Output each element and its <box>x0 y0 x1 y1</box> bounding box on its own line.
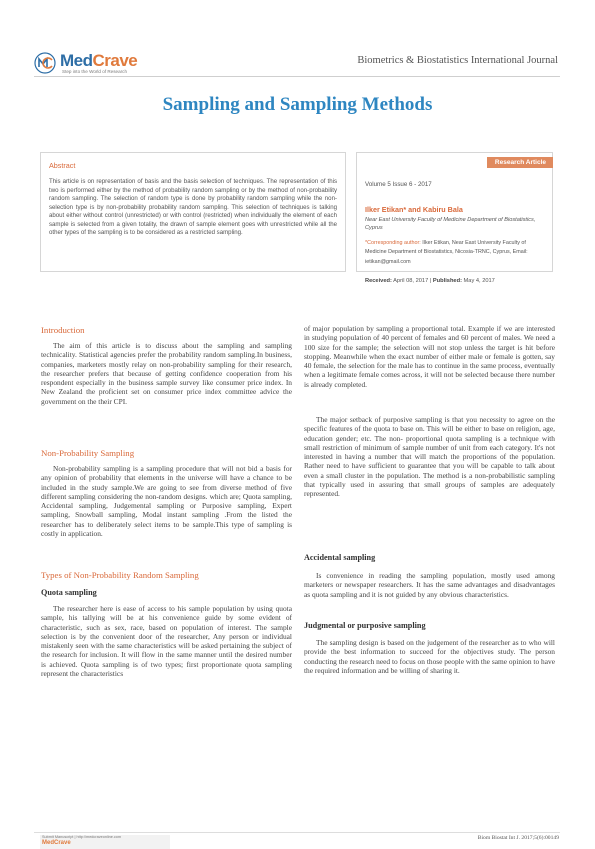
published-date: May 4, 2017 <box>461 278 495 284</box>
abstract-text: This article is on representation of basis and the basis selection of techniques. The representation of this two is performed either by the method of probability random sampling or by the method of non-probability random sampling. The selection of random type is done by probability random sampling while the non-selection type is by non-probability probability random sampling. This selection of techniques is talking about either without control (unrestricted) or with control (restricted) when individually the element of each sample is selected from a given totality, the drawn of sample element goes with unrestricted while all the other types of the sampling is to be considered as a restricted sampling. <box>49 178 337 237</box>
article-info-box <box>356 152 553 284</box>
introduction-text <box>41 341 292 406</box>
quota-continued-text <box>304 324 555 389</box>
quota-sampling-text <box>41 604 292 678</box>
brand-tagline: Step into the World of Research <box>62 69 128 74</box>
section-heading-non-probability: Non-Probability Sampling <box>41 448 135 458</box>
footer-submit-banner[interactable] <box>40 835 170 849</box>
article-title: Sampling and Sampling Methods <box>162 94 433 115</box>
subheading-quota-sampling: Quota sampling <box>41 588 97 597</box>
paragraph: Non-probability sampling is a sampling procedure that will not bid a basis for any opinion of probability that elements in the universe will have a chance to be included in the study sample.We are going to see from diverse method of five different sampling considering the non-random designs. which are; Quota sampling, Accidental sampling, Judgemental sampling or Purposive sampling, Expert sampling, Snowball sampling, Modal instant sampling .From the listed the researcher has to deliberately select items to be sample.This type of sampling is costly in application. <box>41 464 292 539</box>
header-divider <box>34 76 560 77</box>
corresponding-text[interactable]: Ilker Etikan, Near East University Faculty of Medicine Department of Biostatistics, Nicosia-TRNC, Cyprus, Email: ietikan@gmail.com <box>365 240 528 265</box>
judgmental-sampling-text <box>304 638 555 675</box>
brand-name: MedCrave <box>60 51 138 70</box>
paragraph: Is convenience in reading the sampling population, mostly used among marketers or newspaper researchers. It has the same advantages and disadvantages as quota sampling and it is not guided by any obvious characteristics. <box>304 571 555 599</box>
medcrave-logo-icon <box>34 52 56 74</box>
subheading-judgmental-sampling: Judgmental or purposive sampling <box>304 621 426 630</box>
paragraph: of major population by sampling a proportional total. Example if we are interested in studying population of 40 percent of females and 60 percent of males. We need a 100 size for the sample; the selection will not stop unless the target is hit before stopping. Meanwhile when the exact number of either male or female is gotten, say 40 female, the selection for the male has to continue in the same process, eventually when a legitimate female comes across, it will not be selected because there number is already completed. <box>304 324 555 389</box>
section-heading-types: Types of Non-Probability Random Sampling <box>41 570 199 580</box>
submit-manuscript-link[interactable]: Submit Manuscript | http://medcraveonline.com <box>42 835 122 839</box>
abstract-box <box>40 152 346 272</box>
published-label: Published: <box>432 278 462 284</box>
paragraph: The researcher here is ease of access to his sample population by using quota sample, his tallying will be at his convenience guide by some evident of characteristic, such as sex, race, based on population of interest. The sample selection is by the convenient door of the researcher, Any person or individual mistakenly seen with the same characteristics will be asked pertaining the subject of the research for inclusion. It will flow in the same manner until the desired number is achieved. Quota sampling is of two types; first proportionate quota sampling represent the characteristics <box>41 604 292 679</box>
authors: Ilker Etikan* and Kabiru Bala <box>365 205 463 214</box>
non-probability-text <box>41 464 292 538</box>
corresponding-label: *Corresponding author: <box>365 240 421 246</box>
journal-name: Biometrics & Biostatistics International Journal <box>357 55 558 66</box>
footer-brand: MedCrave <box>42 840 71 846</box>
date-separator: | <box>428 278 433 284</box>
paragraph: The aim of this article is to discuss about the sampling and sampling technicality. Statistical agencies prefer the probability random sampling.In business, companies, marketers mostly relay on non-probability sampling for their research, the researcher prefers that because of getting confidence cooperation from his respondent especially in the business sample survey like consumer price index. In New Zealand the proficient set on consumer price index committee advice the government on the their CPI. <box>41 341 292 406</box>
accidental-sampling-text <box>304 571 555 599</box>
footer-divider <box>34 832 560 833</box>
received-date: April 08, 2017 <box>391 278 429 284</box>
paragraph: The major setback of purposive sampling is that you necessity to agree on the specific features of the quota to base on. This will be either to base on religion, age, education gender; etc. The non- proportional quota sampling is a technique with small restriction of minimum of sample number of unit from each category. It's not interested in having a number that will match the proportions of the population. Rather need to have sufficient to guarantee that you will be capable to talk about even a small cluster in the population. The method is a non-probabilistic sampling that typically used in assuring that small groups of samples are adequately represented. <box>304 415 555 499</box>
subheading-accidental-sampling: Accidental sampling <box>304 553 376 562</box>
publisher-logo[interactable] <box>34 50 164 78</box>
volume-issue: Volume 5 Issue 6 - 2017 <box>365 181 432 188</box>
section-heading-introduction: Introduction <box>41 325 85 335</box>
abstract-heading: Abstract <box>49 161 76 170</box>
received-label: Received: <box>365 278 392 284</box>
article-type-badge: Research Article <box>487 157 553 168</box>
paragraph: The sampling design is based on the judgement of the researcher as to who will provide the best information to succeed for the objectives study. The person conducting the research need to focus on those people with the same opinion to have the required information and be willing of sharing it. <box>304 638 555 675</box>
corresponding-author <box>365 239 547 267</box>
purposive-setback-text <box>304 415 555 499</box>
article-dates <box>365 278 495 284</box>
affiliation: Near East University Faculty of Medicine Department of Biostatistics, Cyprus <box>365 217 536 231</box>
citation: Biom Biostat Int J. 2017;5(6):00149 <box>477 835 559 841</box>
